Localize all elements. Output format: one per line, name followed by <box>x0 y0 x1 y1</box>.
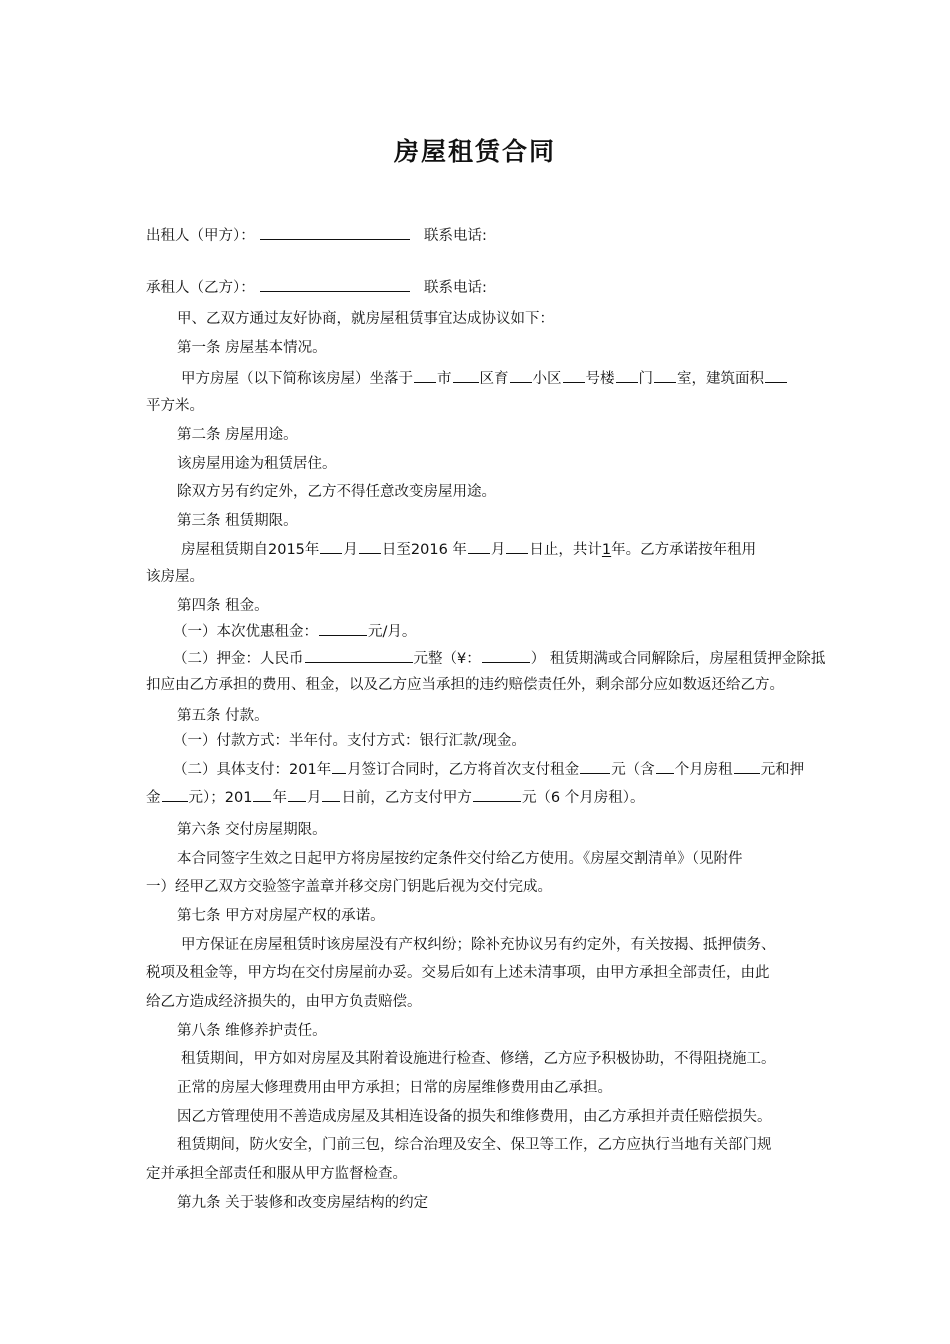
text-segment: （二）押金：人民币 <box>173 651 304 667</box>
start-month-blank[interactable] <box>320 539 342 554</box>
article-6-text-cont: 一）经甲乙双方交验签字盖章并移交房门钥匙后视为交付完成。 <box>146 879 552 895</box>
district-blank[interactable] <box>453 368 479 383</box>
second-month-blank[interactable] <box>288 787 306 802</box>
text-segment: 金 <box>146 790 161 806</box>
second-year-blank[interactable] <box>253 787 271 802</box>
lessor-line <box>146 225 487 246</box>
article-1-text <box>181 368 788 389</box>
lessor-name-blank[interactable] <box>260 225 410 240</box>
rent-part-blank[interactable] <box>734 759 760 774</box>
deposit-part-blank[interactable] <box>162 787 188 802</box>
article-1-text-cont: 平方米。 <box>146 398 204 414</box>
text-segment: 年 <box>316 762 332 778</box>
text-segment: 元整（¥： <box>413 651 481 667</box>
pay-month-blank[interactable] <box>332 759 346 774</box>
article-8-text-2: 正常的房屋大修理费用由甲方承担；日常的房屋维修费用由乙承担。 <box>177 1080 612 1096</box>
deposit-blank[interactable] <box>305 648 413 663</box>
text-segment: 室，建筑面积 <box>677 371 764 387</box>
text-segment: 小区 <box>532 371 562 387</box>
text-segment: 个月房租 <box>674 762 733 778</box>
text-segment: ） 租赁期满或合同解除后，房屋租赁押金除抵 <box>530 651 826 667</box>
text-segment: 月 <box>306 790 322 806</box>
text-segment: 元）；201 <box>188 790 253 806</box>
text-segment: 元和押 <box>760 762 805 778</box>
city-blank[interactable] <box>414 368 436 383</box>
article-7-text: 甲方保证在房屋租赁时该房屋没有产权纠纷；除补充协议另有约定外，有关按揭、抵押债务、 <box>181 937 776 953</box>
text-segment: 元（6 个月房租）。 <box>521 790 645 806</box>
lessee-label: 承租人（乙方）： <box>146 280 255 296</box>
article-5-item-2-cont <box>146 787 645 808</box>
article-8-title: 第八条 维修养护责任。 <box>177 1023 327 1039</box>
article-7-title: 第七条 甲方对房屋产权的承诺。 <box>177 908 385 924</box>
article-5-title: 第五条 付款。 <box>177 708 269 724</box>
article-4-item-1 <box>173 621 416 642</box>
text-segment: 区育 <box>479 371 509 387</box>
text-segment: 月 <box>490 542 506 558</box>
article-2-text-1: 该房屋用途为租赁居住。 <box>177 456 337 472</box>
second-payment-blank[interactable] <box>473 787 521 802</box>
lessor-label: 出租人（甲方）： <box>146 228 255 244</box>
text-segment: 日止，共计 <box>529 542 602 558</box>
rent-blank[interactable] <box>319 621 367 636</box>
text-segment: （二）具体支付：201 <box>173 762 317 778</box>
area-blank[interactable] <box>765 368 787 383</box>
article-8-text-3: 因乙方管理使用不善造成房屋及其相连设备的损失和维修费用，由乙方承担并责任赔偿损失。 <box>177 1109 772 1125</box>
text-segment: 月签订合同时，乙方将首次支付租金 <box>347 762 580 778</box>
text-segment: 门 <box>638 371 653 387</box>
text-segment: 元（含 <box>611 762 655 778</box>
end-month-blank[interactable] <box>468 539 490 554</box>
article-2-title: 第二条 房屋用途。 <box>177 427 298 443</box>
article-4-item-2 <box>173 648 825 669</box>
article-5-item-2 <box>173 759 804 780</box>
text-segment: 年。乙方承诺按年租用 <box>611 542 757 558</box>
second-day-blank[interactable] <box>322 787 340 802</box>
end-day-blank[interactable] <box>506 539 528 554</box>
intro-paragraph: 甲、乙双方通过友好协商，就房屋租赁事宜达成协议如下： <box>177 311 554 327</box>
text-segment: 年 <box>272 790 287 806</box>
lessee-phone-label: 联系电话: <box>423 280 487 296</box>
article-8-text-4-cont: 定并承担全部责任和服从甲方监督检查。 <box>146 1166 407 1182</box>
text-segment: （一）本次优惠租金： <box>173 624 318 640</box>
article-6-title: 第六条 交付房屋期限。 <box>177 822 327 838</box>
text-segment: 元/月。 <box>368 624 417 640</box>
text-segment: 年 <box>304 542 320 558</box>
start-year: 2015 <box>268 542 305 558</box>
text-segment: 房屋租赁期自 <box>181 542 268 558</box>
article-3-title: 第三条 租赁期限。 <box>177 513 298 529</box>
text-segment: 年 <box>452 542 467 558</box>
article-4-item-2-cont: 扣应由乙方承担的费用、租金，以及乙方应当承担的违约赔偿责任外，剩余部分应如数返还给乙方。 <box>146 677 784 693</box>
first-payment-blank[interactable] <box>580 759 610 774</box>
article-9-title: 第九条 关于装修和改变房屋结构的约定 <box>177 1195 429 1211</box>
article-5-item-1: （一）付款方式：半年付。支付方式：银行汇款/现金。 <box>173 733 526 749</box>
lessee-line <box>146 277 487 298</box>
months-blank[interactable] <box>656 759 674 774</box>
end-year: 2016 <box>410 542 448 558</box>
text-segment: 月 <box>343 542 358 558</box>
article-4-title: 第四条 租金。 <box>177 598 269 614</box>
text-segment: 日前，乙方支付甲方 <box>341 790 472 806</box>
article-7-text-cont-1: 税项及租金等，甲方均在交付房屋前办妥。交易后如有上述未清事项，由甲方承担全部责任，由此 <box>146 965 770 981</box>
article-2-text-2: 除双方另有约定外，乙方不得任意改变房屋用途。 <box>177 484 496 500</box>
text-segment: 甲方房屋（以下简称该房屋）坐落于 <box>181 371 413 387</box>
article-1-title: 第一条 房屋基本情况。 <box>177 340 327 356</box>
article-3-text <box>181 539 756 560</box>
article-6-text: 本合同签字生效之日起甲方将房屋按约定条件交付给乙方使用。《房屋交割清单》（见附件 <box>177 851 743 867</box>
text-segment: 号楼 <box>585 371 615 387</box>
lessor-phone-label: 联系电话: <box>423 228 487 244</box>
building-blank[interactable] <box>563 368 585 383</box>
community-blank[interactable] <box>510 368 532 383</box>
deposit-amount-blank[interactable] <box>482 648 530 663</box>
room-blank[interactable] <box>654 368 676 383</box>
text-segment: 日至 <box>381 542 411 558</box>
lessee-name-blank[interactable] <box>260 277 410 292</box>
article-8-text-4: 租赁期间，防火安全，门前三包，综合治理及安全、保卫等工作，乙方应执行当地有关部门规 <box>177 1137 772 1153</box>
term-years: 1 <box>601 542 612 558</box>
start-day-blank[interactable] <box>359 539 381 554</box>
page-title: 房屋租赁合同 <box>393 137 556 166</box>
article-8-text-1: 租赁期间，甲方如对房屋及其附着设施进行检查、修缮，乙方应予积极协助，不得阻挠施工。 <box>181 1051 776 1067</box>
article-7-text-cont-2: 给乙方造成经济损失的，由甲方负责赔偿。 <box>146 994 422 1010</box>
article-3-text-cont: 该房屋。 <box>146 569 204 585</box>
text-segment: 市 <box>437 371 452 387</box>
unit-blank[interactable] <box>616 368 638 383</box>
